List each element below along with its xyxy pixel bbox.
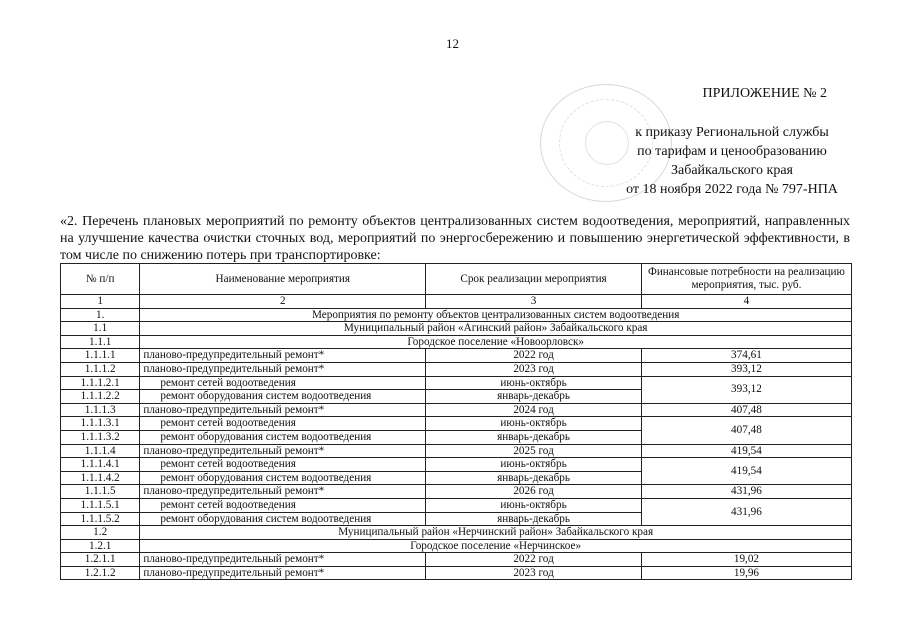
row-number: 1.2.1 xyxy=(61,539,140,553)
section-title: Муниципальный район «Агинский район» Забайкальского края xyxy=(140,322,852,336)
measure-name: планово-предупредительный ремонт* xyxy=(140,553,426,567)
column-number-row xyxy=(61,295,852,309)
section-title: Муниципальный район «Нерчинский район» Забайкальского края xyxy=(140,526,852,540)
measure-name: ремонт оборудования систем водоотведения xyxy=(140,430,426,444)
measure-finance: 374,61 xyxy=(641,349,851,363)
table-row xyxy=(61,403,852,417)
measure-term: 2024 год xyxy=(426,403,642,417)
measure-term: июнь-октябрь xyxy=(426,498,642,512)
measure-term: 2022 год xyxy=(426,349,642,363)
row-number: 1.1 xyxy=(61,322,140,336)
row-number: 1.2.1.2 xyxy=(61,566,140,580)
col-number: 3 xyxy=(426,295,642,309)
table-row xyxy=(61,566,852,580)
annex-title: ПРИЛОЖЕНИЕ № 2 xyxy=(702,86,827,101)
measure-term: 2023 год xyxy=(426,566,642,580)
measure-finance: 431,96 xyxy=(641,498,851,525)
header-term: Срок реализации мероприятия xyxy=(426,264,642,295)
table-row xyxy=(61,498,852,512)
table-row xyxy=(61,376,852,390)
page-number: 12 xyxy=(446,36,459,51)
table-row xyxy=(61,444,852,458)
measures-table xyxy=(60,263,852,580)
annex-line: к приказу Региональной службы xyxy=(635,125,829,140)
table-row xyxy=(61,417,852,431)
annex-line: от 18 ноября 2022 года № 797-НПА xyxy=(626,182,838,197)
measure-name: ремонт оборудования систем водоотведения xyxy=(140,471,426,485)
measure-finance: 19,02 xyxy=(641,553,851,567)
row-number: 1.1.1.4.1 xyxy=(61,458,140,472)
measure-name: ремонт оборудования систем водоотведения xyxy=(140,512,426,526)
measure-term: январь-декабрь xyxy=(426,471,642,485)
row-number: 1.1.1.3.2 xyxy=(61,430,140,444)
row-number: 1.1.1.4.2 xyxy=(61,471,140,485)
section-row xyxy=(61,539,852,553)
measure-name: планово-предупредительный ремонт* xyxy=(140,349,426,363)
row-number: 1.1.1.5.2 xyxy=(61,512,140,526)
measure-term: 2023 год xyxy=(426,362,642,376)
measure-term: 2022 год xyxy=(426,553,642,567)
intro-paragraph: «2. Перечень плановых мероприятий по ремонту объектов централизованных систем водоотведения, мероприятий, направленных на улучшение качества очистки сточных вод, мероприятий по энергосбережению и повышению энергетической эффективности, в том числе по снижению потерь при транспортировке: xyxy=(60,214,850,263)
section-title: Городское поселение «Нерчинское» xyxy=(140,539,852,553)
row-number: 1.1.1.4 xyxy=(61,444,140,458)
annex-line: Забайкальского края xyxy=(670,163,793,178)
table-row xyxy=(61,553,852,567)
header-number: № п/п xyxy=(61,264,140,295)
row-number: 1.1.1.2 xyxy=(61,362,140,376)
measure-finance: 407,48 xyxy=(641,403,851,417)
header-finance: Финансовые потребности на реализацию мероприятия, тыс. руб. xyxy=(641,264,851,295)
section-row xyxy=(61,335,852,349)
measure-name: планово-предупредительный ремонт* xyxy=(140,485,426,499)
measure-name: ремонт сетей водоотведения xyxy=(140,498,426,512)
row-number: 1.1.1.5.1 xyxy=(61,498,140,512)
table-row xyxy=(61,458,852,472)
measure-finance: 407,48 xyxy=(641,417,851,444)
measure-finance: 393,12 xyxy=(641,376,851,403)
measure-name: планово-предупредительный ремонт* xyxy=(140,444,426,458)
measure-name: ремонт сетей водоотведения xyxy=(140,417,426,431)
row-number: 1.1.1.1 xyxy=(61,349,140,363)
row-number: 1.1.1.2.2 xyxy=(61,390,140,404)
col-number: 4 xyxy=(641,295,851,309)
measure-finance: 431,96 xyxy=(641,485,851,499)
table-header-row xyxy=(61,264,852,295)
row-number: 1.1.1.3 xyxy=(61,403,140,417)
section-row xyxy=(61,308,852,322)
col-number: 2 xyxy=(140,295,426,309)
measure-name: планово-предупредительный ремонт* xyxy=(140,403,426,417)
table-row xyxy=(61,362,852,376)
measure-term: январь-декабрь xyxy=(426,512,642,526)
row-number: 1.2.1.1 xyxy=(61,553,140,567)
measure-term: январь-декабрь xyxy=(426,430,642,444)
col-number: 1 xyxy=(61,295,140,309)
table-row xyxy=(61,349,852,363)
measure-finance: 19,96 xyxy=(641,566,851,580)
row-number: 1.2 xyxy=(61,526,140,540)
row-number: 1. xyxy=(61,308,140,322)
section-row xyxy=(61,322,852,336)
section-title: Мероприятия по ремонту объектов централизованных систем водоотведения xyxy=(140,308,852,322)
measure-name: планово-предупредительный ремонт* xyxy=(140,566,426,580)
measure-name: ремонт сетей водоотведения xyxy=(140,376,426,390)
row-number: 1.1.1.3.1 xyxy=(61,417,140,431)
annex-header xyxy=(617,84,847,199)
table-row xyxy=(61,485,852,499)
measure-finance: 419,54 xyxy=(641,458,851,485)
measure-term: 2025 год xyxy=(426,444,642,458)
section-title: Городское поселение «Новоорловск» xyxy=(140,335,852,349)
header-name: Наименование мероприятия xyxy=(140,264,426,295)
measure-finance: 393,12 xyxy=(641,362,851,376)
measure-term: январь-декабрь xyxy=(426,390,642,404)
measure-name: ремонт сетей водоотведения xyxy=(140,458,426,472)
measure-term: июнь-октябрь xyxy=(426,458,642,472)
measure-name: ремонт оборудования систем водоотведения xyxy=(140,390,426,404)
measure-name: планово-предупредительный ремонт* xyxy=(140,362,426,376)
measure-finance: 419,54 xyxy=(641,444,851,458)
row-number: 1.1.1.5 xyxy=(61,485,140,499)
row-number: 1.1.1.2.1 xyxy=(61,376,140,390)
annex-line: по тарифам и ценообразованию xyxy=(637,144,827,159)
measure-term: июнь-октябрь xyxy=(426,417,642,431)
measure-term: 2026 год xyxy=(426,485,642,499)
row-number: 1.1.1 xyxy=(61,335,140,349)
section-row xyxy=(61,526,852,540)
measure-term: июнь-октябрь xyxy=(426,376,642,390)
